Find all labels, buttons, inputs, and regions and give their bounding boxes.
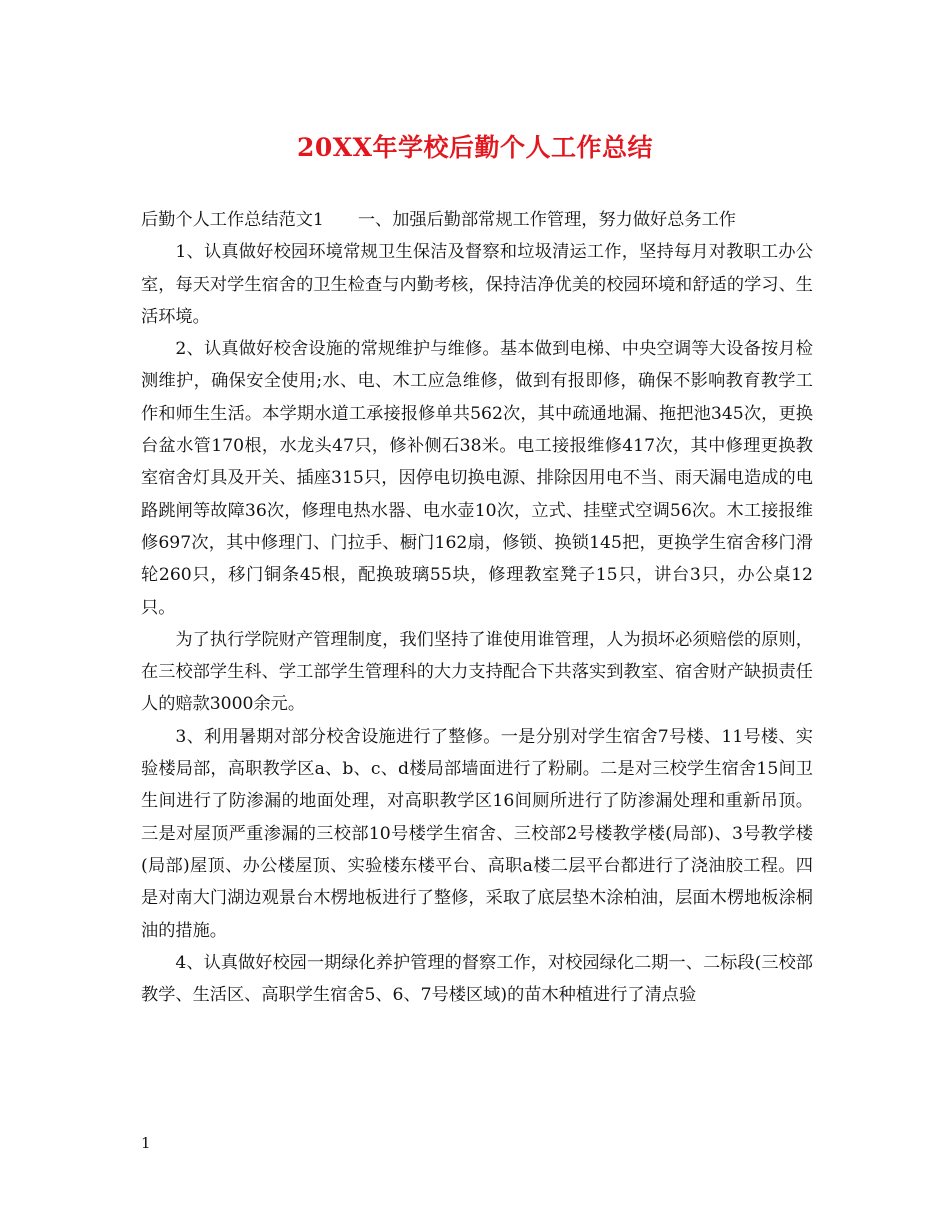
page-number: 1 xyxy=(141,1134,151,1152)
paragraph-4: 3、利用暑期对部分校舍设施进行了整修。一是分别对学生宿舍7号楼、11号楼、实验楼局部，高职教学区a、b、c、d楼局部墙面进行了粉刷。二是对三校学生宿舍15间卫生间进行了防渗漏的地面处理，对高职教学区16间厕所进行了防渗漏处理和重新吊顶。三是对屋顶严重渗漏的三校部10号楼学生宿舍、三校部2号楼教学楼(局部)、3号教学楼(局部)屋顶、办公楼屋顶、实验楼东楼平台、高职a楼二层平台都进行了浇油胶工程。四是对南大门湖边观景台木楞地板进行了整修，采取了底层垫木涂柏油，层面木楞地板涂桐油的措施。 xyxy=(141,726,813,941)
document-title: 20XX年学校后勤个人工作总结 xyxy=(296,133,654,162)
heading-line xyxy=(141,204,813,236)
paragraph-3: 为了执行学院财产管理制度，我们坚持了谁使用谁管理，人为损坏必须赔偿的原则，在三校部学生科、学工部学生管理科的大力支持配合下共落实到教室、宿舍财产缺损责任人的赔款3000余元。 xyxy=(141,629,813,715)
paragraph-1: 1、认真做好校园环境常规卫生保洁及督察和垃圾清运工作，坚持每月对教职工办公室，每天对学生宿舍的卫生检查与内勤考核，保持洁净优美的校园环境和舒适的学习、生活环境。 xyxy=(141,242,813,327)
sample-label: 后勤个人工作总结范文1 xyxy=(141,210,324,230)
section-heading: 一、加强后勤部常规工作管理，努力做好总务工作 xyxy=(357,210,736,230)
paragraph-2: 2、认真做好校舍设施的常规维护与维修。基本做到电梯、中央空调等大设备按月检测维护，确保安全使用;水、电、木工应急维修，做到有报即修，确保不影响教育教学工作和师生生活。本学期水道工承接报修单共562次，其中疏通地漏、拖把池345次，更换台盆水管170根，水龙头47只，修补侧石38米。电工接报维修417次，其中修理更换教室宿舍灯具及开关、插座315只，因停电切换电源、排除因用电不当、雨天漏电造成的电路跳闸等故障36次，修理电热水器、电水壶10次，立式、挂壁式空调56次。木工接报维修697次，其中修理门、门拉手、橱门162扇，修锁、换锁145把，更换学生宿舍移门滑轮260只，移门铜条45根，配换玻璃55块，修理教室凳子15只，讲台3只，办公桌12只。 xyxy=(141,339,813,618)
document-body xyxy=(141,204,813,1011)
paragraph-5: 4、认真做好校园一期绿化养护管理的督察工作，对校园绿化二期一、二标段(三校部教学、生活区、高职学生宿舍5、6、7号楼区域)的苗木种植进行了清点验 xyxy=(141,952,813,1006)
